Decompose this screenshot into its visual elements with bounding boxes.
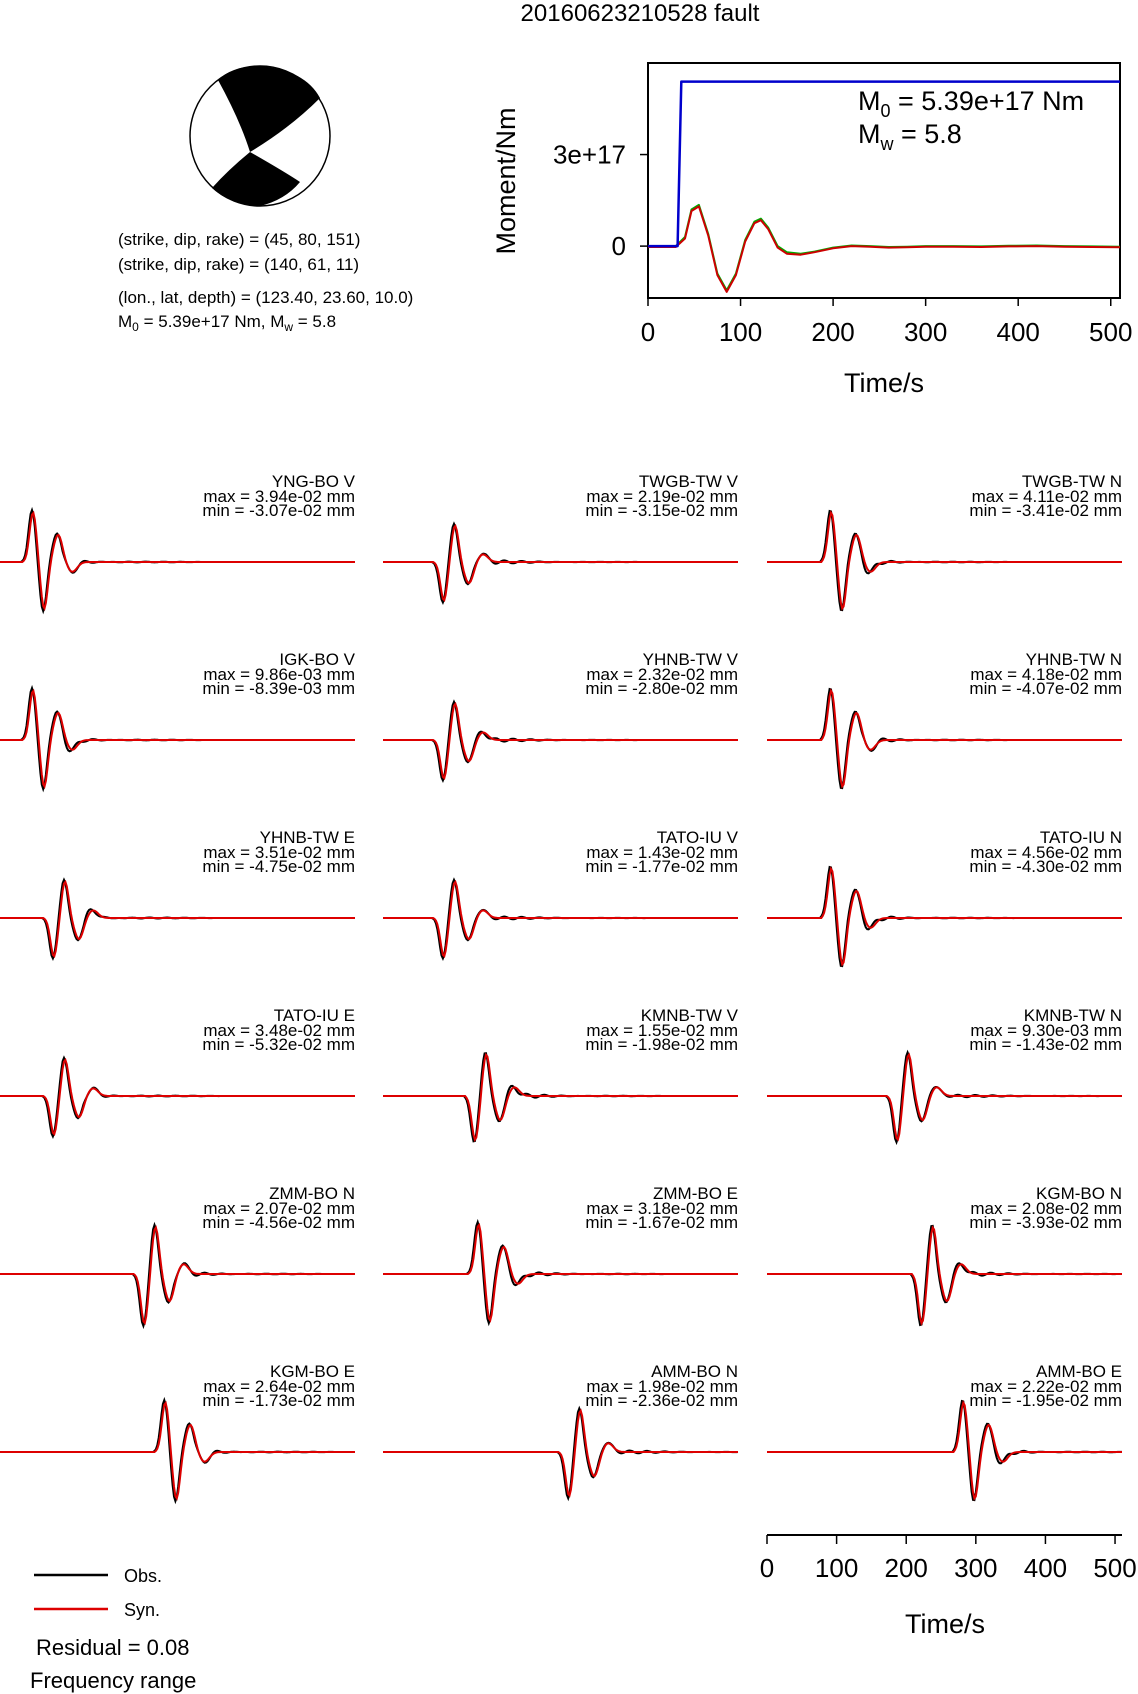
moment-mw-sub: w	[284, 320, 294, 334]
waveform-panel	[767, 650, 1122, 788]
observed-trace	[0, 688, 355, 789]
observed-trace	[0, 1400, 355, 1501]
station-name: TATO-IU V	[656, 828, 738, 847]
waveform-panel	[383, 1362, 738, 1498]
station-max: max = 4.11e-02 mm	[971, 487, 1122, 506]
synthetic-trace	[0, 1060, 355, 1134]
station-min: min = -2.80e-02 mm	[585, 679, 738, 698]
station-name: YHNB-TW E	[259, 828, 355, 847]
station-min: min = -4.30e-02 mm	[969, 857, 1122, 876]
observed-trace	[383, 1053, 738, 1141]
waveform-xtick-label: 200	[884, 1553, 928, 1583]
synthetic-trace	[0, 882, 355, 956]
observed-trace	[767, 1052, 1122, 1142]
moment-ytick-label: 0	[611, 231, 626, 262]
moment-chart	[491, 63, 1132, 398]
station-min: min = -3.41e-02 mm	[969, 501, 1122, 520]
station-name: AMM-BO E	[1036, 1362, 1122, 1381]
waveform-grid	[0, 472, 1122, 1501]
station-max: max = 2.19e-02 mm	[586, 487, 738, 506]
waveform-xtick-label: 300	[954, 1553, 998, 1583]
moment-xtick-label: 400	[996, 317, 1040, 347]
moment-xtick-label: 300	[903, 317, 948, 347]
waveform-xtick-label: 100	[814, 1553, 859, 1583]
moment-xtick-label: 0	[640, 317, 656, 347]
waveform-panel	[767, 1184, 1122, 1325]
station-min: min = -3.07e-02 mm	[202, 501, 355, 520]
waveform-panel	[0, 1184, 355, 1326]
waveform-xlabel: Time/s	[905, 1609, 985, 1639]
observed-trace	[767, 1226, 1122, 1325]
observed-trace	[767, 1401, 1122, 1500]
station-name: YNG-BO V	[271, 472, 355, 491]
station-name: KMNB-TW V	[640, 1006, 738, 1025]
station-min: min = -2.36e-02 mm	[585, 1391, 738, 1410]
waveform-panel	[383, 650, 739, 780]
station-max: max = 2.07e-02 mm	[203, 1199, 355, 1218]
station-max: max = 1.98e-02 mm	[586, 1377, 738, 1396]
synthetic-trace	[0, 1228, 355, 1323]
station-name: TWGB-TW N	[1021, 472, 1122, 491]
synthetic-trace	[767, 1228, 1122, 1324]
observed-trace	[383, 1222, 738, 1323]
figure-title: 20160623210528 fault	[520, 0, 760, 27]
waveform-time-axis	[760, 1535, 1137, 1583]
station-name: AMM-BO N	[651, 1362, 738, 1381]
observed-trace	[767, 511, 1122, 610]
waveform-panel	[383, 472, 739, 602]
synthetic-trace	[0, 513, 355, 608]
moment-ylabel: Moment/Nm	[491, 107, 521, 255]
waveform-panel	[383, 828, 739, 958]
moment-m0-rest: = 5.39e+17 Nm, M	[138, 312, 285, 331]
synthetic-trace	[383, 526, 738, 600]
moment-text	[118, 312, 336, 334]
station-name: YHNB-TW N	[1025, 650, 1122, 669]
legend	[34, 1566, 162, 1620]
observed-trace	[383, 702, 738, 781]
waveform-panel	[383, 1006, 739, 1141]
waveform-panel	[767, 1362, 1122, 1500]
station-min: min = -1.98e-02 mm	[585, 1035, 738, 1054]
synthetic-trace	[383, 1411, 738, 1496]
plane2-text: (strike, dip, rake) = (140, 61, 11)	[118, 255, 360, 274]
moment-xlabel: Time/s	[844, 368, 924, 398]
station-name: ZMM-BO E	[653, 1184, 738, 1203]
moment-annotation-mw	[858, 119, 962, 154]
station-name: TATO-IU E	[273, 1006, 355, 1025]
annotation-m0-label: M	[858, 86, 881, 116]
waveform-xtick-label: 400	[1023, 1553, 1068, 1583]
station-max: max = 2.08e-02 mm	[970, 1199, 1122, 1218]
legend-obs-label: Obs.	[124, 1566, 163, 1586]
observed-trace	[383, 524, 738, 603]
station-max: max = 3.48e-02 mm	[203, 1021, 355, 1040]
station-min: min = -4.07e-02 mm	[969, 679, 1122, 698]
waveform-panel	[767, 828, 1122, 966]
station-name: TATO-IU N	[1039, 828, 1122, 847]
station-max: max = 4.18e-02 mm	[970, 665, 1122, 684]
location-text: (lon., lat, depth) = (123.40, 23.60, 10.0)	[118, 288, 414, 307]
observed-trace	[0, 880, 355, 959]
moment-mw-rest: = 5.8	[293, 312, 337, 331]
synthetic-trace	[0, 691, 355, 786]
synthetic-trace	[767, 1055, 1122, 1140]
station-max: max = 9.30e-03 mm	[970, 1021, 1122, 1040]
station-min: min = -3.15e-02 mm	[585, 501, 738, 520]
synthetic-trace	[383, 1225, 738, 1320]
station-name: TWGB-TW V	[638, 472, 738, 491]
station-min: min = -1.43e-02 mm	[969, 1035, 1122, 1054]
station-max: max = 3.94e-02 mm	[203, 487, 355, 506]
station-max: max = 9.86e-03 mm	[203, 665, 355, 684]
annotation-m0-sub: 0	[880, 101, 891, 121]
observed-trace	[0, 510, 355, 611]
moment-xtick-label: 100	[718, 317, 763, 347]
station-name: YHNB-TW V	[642, 650, 738, 669]
frequency-range-text: Frequency range	[30, 1668, 197, 1693]
moment-m0-label: M	[118, 312, 133, 331]
station-min: min = -5.32e-02 mm	[202, 1035, 355, 1054]
synthetic-trace	[383, 1055, 738, 1140]
station-name: IGK-BO V	[279, 650, 355, 669]
station-max: max = 2.64e-02 mm	[203, 1377, 355, 1396]
waveform-panel	[0, 1006, 355, 1136]
synthetic-trace	[383, 704, 738, 778]
station-min: min = -4.75e-02 mm	[202, 857, 355, 876]
synthetic-trace	[383, 882, 738, 956]
waveform-panel	[767, 472, 1122, 610]
observed-trace	[383, 880, 738, 959]
station-max: max = 1.43e-02 mm	[586, 843, 738, 862]
observed-trace	[767, 867, 1122, 966]
station-max: max = 2.22e-02 mm	[970, 1377, 1122, 1396]
station-max: max = 3.51e-02 mm	[203, 843, 355, 862]
station-name: ZMM-BO N	[269, 1184, 355, 1203]
observed-trace	[767, 689, 1122, 788]
station-min: min = -1.67e-02 mm	[585, 1213, 738, 1232]
station-min: min = -4.56e-02 mm	[202, 1213, 355, 1232]
waveform-panel	[0, 1362, 355, 1501]
station-min: min = -1.73e-02 mm	[202, 1391, 355, 1410]
station-max: max = 2.32e-02 mm	[586, 665, 738, 684]
station-max: max = 3.18e-02 mm	[586, 1199, 738, 1218]
waveform-panel	[0, 472, 356, 611]
moment-annotation-m0	[858, 86, 1084, 121]
waveform-panel	[0, 650, 356, 789]
residual-text: Residual = 0.08	[36, 1635, 190, 1660]
station-name: KGM-BO N	[1036, 1184, 1122, 1203]
moment-xtick-label: 200	[811, 317, 855, 347]
synthetic-trace	[767, 1403, 1122, 1499]
station-max: max = 1.55e-02 mm	[586, 1021, 738, 1040]
beachball-icon	[190, 66, 330, 206]
annotation-m0-value: = 5.39e+17 Nm	[890, 86, 1085, 116]
station-name: KGM-BO E	[269, 1362, 355, 1381]
moment-series-line-2	[648, 206, 1120, 292]
station-min: min = -1.77e-02 mm	[585, 857, 738, 876]
mechanism-info	[118, 230, 413, 334]
annotation-mw-sub: w	[880, 134, 894, 154]
station-min: min = -8.39e-03 mm	[202, 679, 355, 698]
waveform-panel	[0, 828, 355, 958]
waveform-panel	[767, 1006, 1122, 1142]
moment-ytick-label: 3e+17	[552, 139, 626, 170]
annotation-mw-label: M	[858, 119, 881, 149]
station-name: KMNB-TW N	[1023, 1006, 1122, 1025]
station-min: min = -1.95e-02 mm	[969, 1391, 1122, 1410]
moment-xtick-label: 500	[1089, 317, 1133, 347]
station-min: min = -3.93e-02 mm	[969, 1213, 1122, 1232]
waveform-xtick-label: 0	[759, 1553, 775, 1583]
legend-syn-label: Syn.	[124, 1600, 161, 1620]
observed-trace	[0, 1058, 355, 1137]
waveform-xtick-label: 500	[1093, 1553, 1137, 1583]
station-max: max = 4.56e-02 mm	[970, 843, 1122, 862]
moment-m0-sub: 0	[132, 320, 139, 334]
annotation-mw-value: = 5.8	[893, 119, 962, 149]
waveform-panel	[383, 1184, 738, 1323]
plane1-text: (strike, dip, rake) = (45, 80, 151)	[118, 230, 361, 249]
